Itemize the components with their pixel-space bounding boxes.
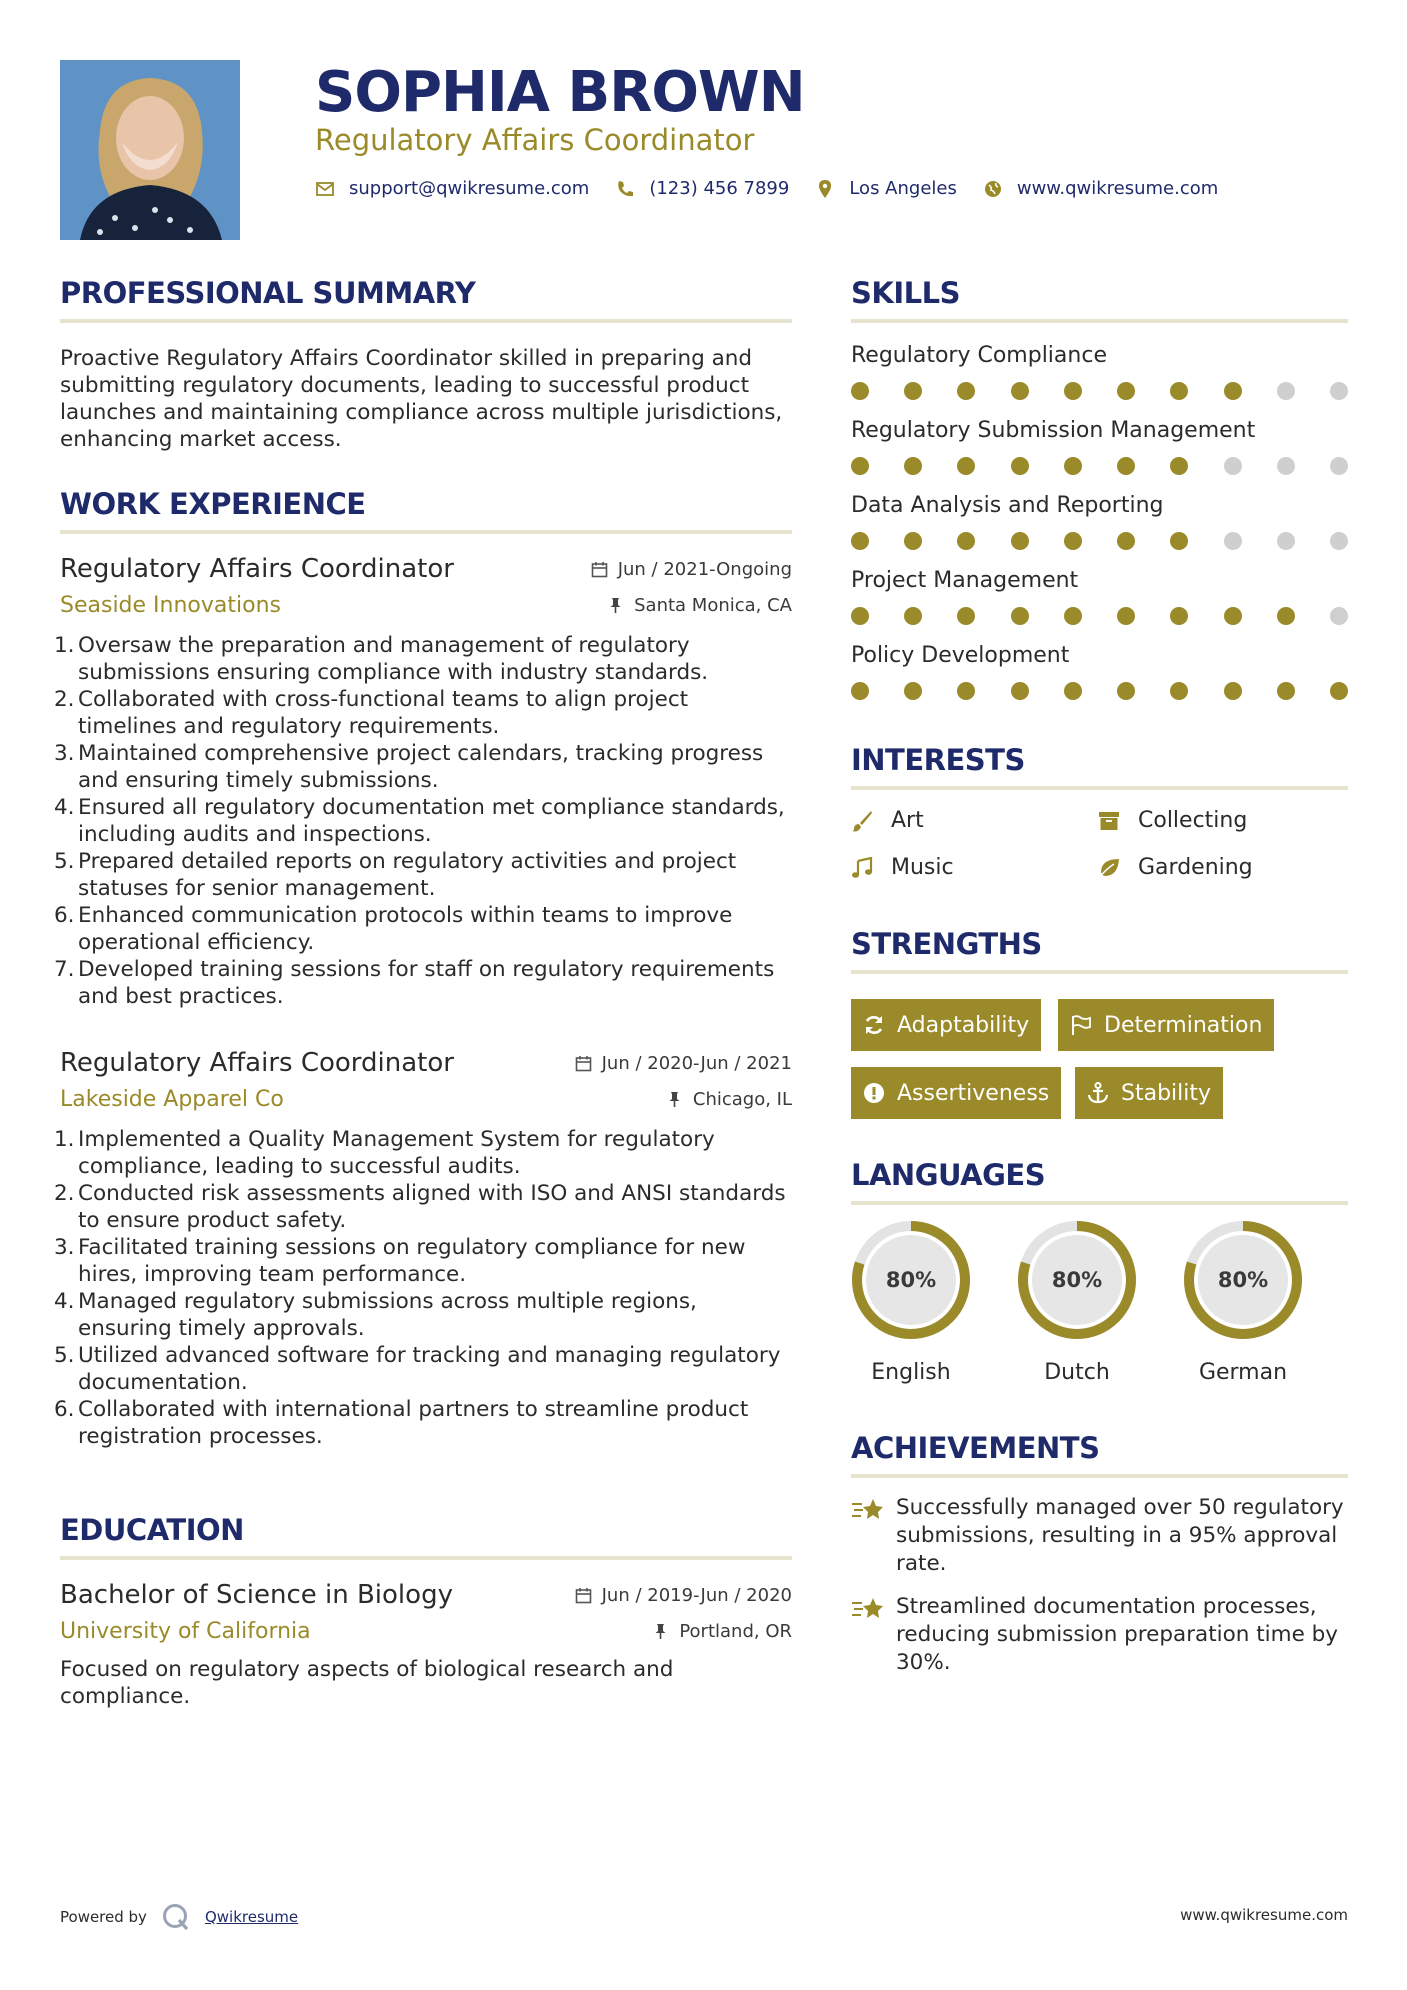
- rating-dot-filled: [904, 382, 922, 400]
- rating-dot-filled: [851, 457, 869, 475]
- contact-email[interactable]: [315, 178, 589, 199]
- strength-badge: [1058, 999, 1274, 1051]
- rating-dot-filled: [1011, 532, 1029, 550]
- skill-item: [851, 417, 1348, 475]
- rating-dot-filled: [904, 457, 922, 475]
- language-item: [849, 1218, 973, 1388]
- rating-dot-filled: [1011, 382, 1029, 400]
- phone-text: (123) 456 7899: [649, 178, 790, 199]
- strength-label: Assertiveness: [897, 1080, 1050, 1106]
- rating-dot-filled: [1170, 607, 1188, 625]
- language-name: English: [871, 1360, 951, 1385]
- skill-name: Data Analysis and Reporting: [851, 493, 1164, 518]
- skill-name: Regulatory Submission Management: [851, 418, 1256, 443]
- strength-label: Adaptability: [897, 1012, 1030, 1038]
- skill-name: Policy Development: [851, 643, 1070, 668]
- company-name: Seaside Innovations: [60, 592, 281, 618]
- rating-dot-filled: [904, 532, 922, 550]
- language-percent: 80%: [1051, 1268, 1103, 1292]
- rating-dot-empty: [1277, 457, 1295, 475]
- skill-name: Project Management: [851, 568, 1079, 593]
- strengths-section: [851, 926, 1348, 974]
- list-item: 3. Maintained comprehensive project calendars, tracking progress and ensuring timely submissions.: [54, 741, 764, 793]
- strength-label: Determination: [1104, 1012, 1263, 1038]
- interests-section: [851, 742, 1348, 790]
- job-title: Regulatory Affairs Coordinator: [60, 554, 454, 584]
- email-text: support@qwikresume.com: [349, 178, 590, 199]
- strength-badge: [851, 1067, 1061, 1119]
- rating-dot-empty: [1224, 457, 1242, 475]
- rating-dot-filled: [851, 532, 869, 550]
- rating-dot-filled: [1170, 457, 1188, 475]
- list-item: 5. Prepared detailed reports on regulatory activities and project statuses for senior management.: [54, 849, 737, 901]
- strength-badge: [851, 999, 1041, 1051]
- interest-label: Collecting: [1138, 808, 1248, 833]
- rating-dot-filled: [957, 382, 975, 400]
- rating-dot-empty: [1330, 382, 1348, 400]
- job-bullets: [54, 632, 792, 1010]
- summary-section: [60, 275, 792, 453]
- language-percent: 80%: [1217, 1268, 1269, 1292]
- education-dates-text: Jun / 2019-Jun / 2020: [601, 1584, 792, 1606]
- contact-bar: [315, 178, 1244, 199]
- school-name: University of California: [60, 1618, 311, 1644]
- candidate-name: SOPHIA BROWN: [315, 60, 805, 125]
- contact-location: [815, 178, 957, 199]
- rating-dot-filled: [1011, 607, 1029, 625]
- achievements-heading: ACHIEVEMENTS: [851, 1430, 1348, 1478]
- rating-dot-empty: [1277, 382, 1295, 400]
- interest-label: Art: [891, 808, 924, 833]
- rating-dot-filled: [1277, 682, 1295, 700]
- rating-dot-filled: [1064, 682, 1082, 700]
- languages-heading: LANGUAGES: [851, 1157, 1348, 1205]
- refresh-icon: [863, 1014, 885, 1036]
- rating-dot-empty: [1224, 532, 1242, 550]
- rating-dot-empty: [1277, 532, 1295, 550]
- envelope-icon: [315, 179, 335, 199]
- languages-section: [851, 1157, 1348, 1205]
- education-section: [60, 1512, 792, 1560]
- skills-section: [851, 275, 1348, 323]
- rating-dot-filled: [851, 682, 869, 700]
- candidate-role: Regulatory Affairs Coordinator: [315, 123, 755, 157]
- list-item: 5. Utilized advanced software for tracking and managing regulatory documentation.: [54, 1343, 781, 1395]
- skill-rating: [851, 532, 1348, 550]
- rating-dot-filled: [1064, 532, 1082, 550]
- rating-dot-filled: [957, 682, 975, 700]
- anchor-icon: [1087, 1082, 1109, 1104]
- job-entry: [54, 552, 792, 1010]
- calendar-icon: [591, 561, 608, 578]
- achievement-text: Streamlined documentation processes, reducing submission preparation time by 30%.: [896, 1594, 1339, 1675]
- profile-photo: [60, 60, 240, 240]
- job-dates-text: Jun / 2020-Jun / 2021: [601, 1052, 792, 1074]
- list-item: 2. Conducted risk assessments aligned with ISO and ANSI standards to ensure product safety.: [54, 1181, 786, 1233]
- list-item: 3. Facilitated training sessions on regulatory compliance for new hires, improving team performance.: [54, 1235, 746, 1287]
- flag-icon: [1070, 1014, 1092, 1036]
- interest-item: [851, 855, 954, 880]
- education-entry: [60, 1578, 792, 1710]
- rating-dot-filled: [1011, 457, 1029, 475]
- rating-dot-empty: [1330, 532, 1348, 550]
- job-location: [666, 1089, 792, 1110]
- exclamation-circle-icon: [863, 1082, 885, 1104]
- rating-dot-filled: [904, 607, 922, 625]
- summary-heading: PROFESSIONAL SUMMARY: [60, 275, 792, 323]
- rating-dot-filled: [1117, 457, 1135, 475]
- job-bullets: [54, 1126, 792, 1450]
- rating-dot-filled: [1170, 532, 1188, 550]
- rating-dot-filled: [1064, 457, 1082, 475]
- rating-dot-filled: [1064, 607, 1082, 625]
- rating-dot-filled: [957, 607, 975, 625]
- company-name: Lakeside Apparel Co: [60, 1086, 284, 1112]
- contact-website[interactable]: [983, 178, 1218, 199]
- rating-dot-filled: [1277, 607, 1295, 625]
- rating-dot-filled: [1224, 607, 1242, 625]
- achievement-item: [851, 1593, 1348, 1677]
- music-note-icon: [851, 857, 873, 879]
- rating-dot-empty: [1330, 457, 1348, 475]
- summary-text: Proactive Regulatory Affairs Coordinator skilled in preparing and submitting regulatory documents, leading to successful product launches and maintaining compliance across multiple jurisdictions, enhancing market access.: [60, 346, 783, 452]
- shooting-star-icon: [851, 1496, 885, 1524]
- rating-dot-filled: [1064, 382, 1082, 400]
- leaf-icon: [1098, 857, 1120, 879]
- qwikresume-link[interactable]: Qwikresume: [204, 1908, 299, 1926]
- job-location-text: Chicago, IL: [692, 1088, 792, 1110]
- language-item: [1181, 1218, 1305, 1388]
- powered-by-text: Powered by: [60, 1908, 147, 1926]
- qwikresume-logo-icon: [161, 1902, 191, 1932]
- rating-dot-filled: [904, 682, 922, 700]
- job-location: [607, 595, 792, 616]
- interests-heading: INTERESTS: [851, 742, 1348, 790]
- achievement-text: Successfully managed over 50 regulatory submissions, resulting in a 95% approval rate.: [896, 1495, 1344, 1576]
- language-item: [1015, 1218, 1139, 1388]
- job-title: Regulatory Affairs Coordinator: [60, 1048, 454, 1078]
- rating-dot-filled: [851, 382, 869, 400]
- contact-phone[interactable]: [615, 178, 789, 199]
- experience-section: [60, 486, 792, 534]
- pushpin-icon: [652, 1623, 669, 1640]
- interest-item: [851, 808, 924, 833]
- calendar-icon: [575, 1055, 592, 1072]
- interest-label: Music: [891, 855, 954, 880]
- website-text: www.qwikresume.com: [1016, 178, 1219, 199]
- interest-item: [1098, 808, 1247, 833]
- list-item: 1. Oversaw the preparation and management of regulatory submissions ensuring compliance with industry standards.: [54, 633, 709, 685]
- rating-dot-empty: [1330, 607, 1348, 625]
- job-dates-text: Jun / 2021-Ongoing: [617, 558, 792, 580]
- education-heading: EDUCATION: [60, 1512, 792, 1560]
- strengths-heading: STRENGTHS: [851, 926, 1348, 974]
- interest-item: [1098, 855, 1253, 880]
- rating-dot-filled: [1224, 682, 1242, 700]
- rating-dot-filled: [1117, 607, 1135, 625]
- skill-rating: [851, 607, 1348, 625]
- strength-label: Stability: [1121, 1080, 1212, 1106]
- skill-rating: [851, 382, 1348, 400]
- strength-badge: [1075, 1067, 1223, 1119]
- rating-dot-filled: [957, 532, 975, 550]
- rating-dot-filled: [1117, 532, 1135, 550]
- skill-rating: [851, 457, 1348, 475]
- footer-powered-by: [60, 1902, 298, 1932]
- degree-title: Bachelor of Science in Biology: [60, 1580, 453, 1610]
- language-percent: 80%: [885, 1268, 937, 1292]
- pushpin-icon: [666, 1091, 683, 1108]
- rating-dot-filled: [1117, 682, 1135, 700]
- skill-rating: [851, 682, 1348, 700]
- education-dates: [575, 1585, 792, 1606]
- skills-heading: SKILLS: [851, 275, 1348, 323]
- skill-item: [851, 567, 1348, 625]
- phone-icon: [615, 179, 635, 199]
- list-item: 4. Managed regulatory submissions across multiple regions, ensuring timely approvals.: [54, 1289, 697, 1341]
- list-item: 6. Collaborated with international partners to streamline product registration processes.: [54, 1397, 749, 1449]
- rating-dot-filled: [1117, 382, 1135, 400]
- rating-dot-filled: [1330, 682, 1348, 700]
- education-location: [652, 1621, 792, 1642]
- location-text: Los Angeles: [849, 178, 957, 199]
- job-location-text: Santa Monica, CA: [634, 594, 792, 616]
- achievements-section: [851, 1430, 1348, 1478]
- job-dates: [591, 559, 792, 580]
- language-name: German: [1198, 1360, 1288, 1385]
- skill-item: [851, 342, 1348, 400]
- rating-dot-filled: [1224, 382, 1242, 400]
- list-item: 7. Developed training sessions for staff on regulatory requirements and best practices.: [54, 957, 775, 1009]
- list-item: 1. Implemented a Quality Management System for regulatory compliance, leading to successful audits.: [54, 1127, 715, 1179]
- education-description: Focused on regulatory aspects of biological research and compliance.: [60, 1657, 674, 1709]
- list-item: 6. Enhanced communication protocols within teams to improve operational efficiency.: [54, 903, 733, 955]
- rating-dot-filled: [1011, 682, 1029, 700]
- footer-website[interactable]: www.qwikresume.com: [1180, 1906, 1348, 1924]
- experience-heading: WORK EXPERIENCE: [60, 486, 792, 534]
- list-item: 2. Collaborated with cross-functional teams to align project timelines and regulatory requirements.: [54, 687, 689, 739]
- archive-box-icon: [1098, 810, 1120, 832]
- job-entry: [54, 1046, 792, 1450]
- rating-dot-filled: [851, 607, 869, 625]
- pushpin-icon: [607, 597, 624, 614]
- rating-dot-filled: [1170, 682, 1188, 700]
- skill-item: [851, 492, 1348, 550]
- rating-dot-filled: [957, 457, 975, 475]
- interest-label: Gardening: [1138, 855, 1253, 880]
- rating-dot-filled: [1170, 382, 1188, 400]
- job-dates: [575, 1053, 792, 1074]
- shooting-star-icon: [851, 1595, 885, 1623]
- list-item: 4. Ensured all regulatory documentation met compliance standards, including audits and inspections.: [54, 795, 785, 847]
- paintbrush-icon: [851, 810, 873, 832]
- skill-item: [851, 642, 1348, 700]
- globe-icon: [983, 179, 1003, 199]
- map-pin-icon: [815, 179, 835, 199]
- achievement-item: [851, 1494, 1348, 1578]
- language-name: Dutch: [1044, 1360, 1110, 1385]
- calendar-icon: [575, 1587, 592, 1604]
- skill-name: Regulatory Compliance: [851, 343, 1107, 368]
- education-location-text: Portland, OR: [679, 1620, 792, 1642]
